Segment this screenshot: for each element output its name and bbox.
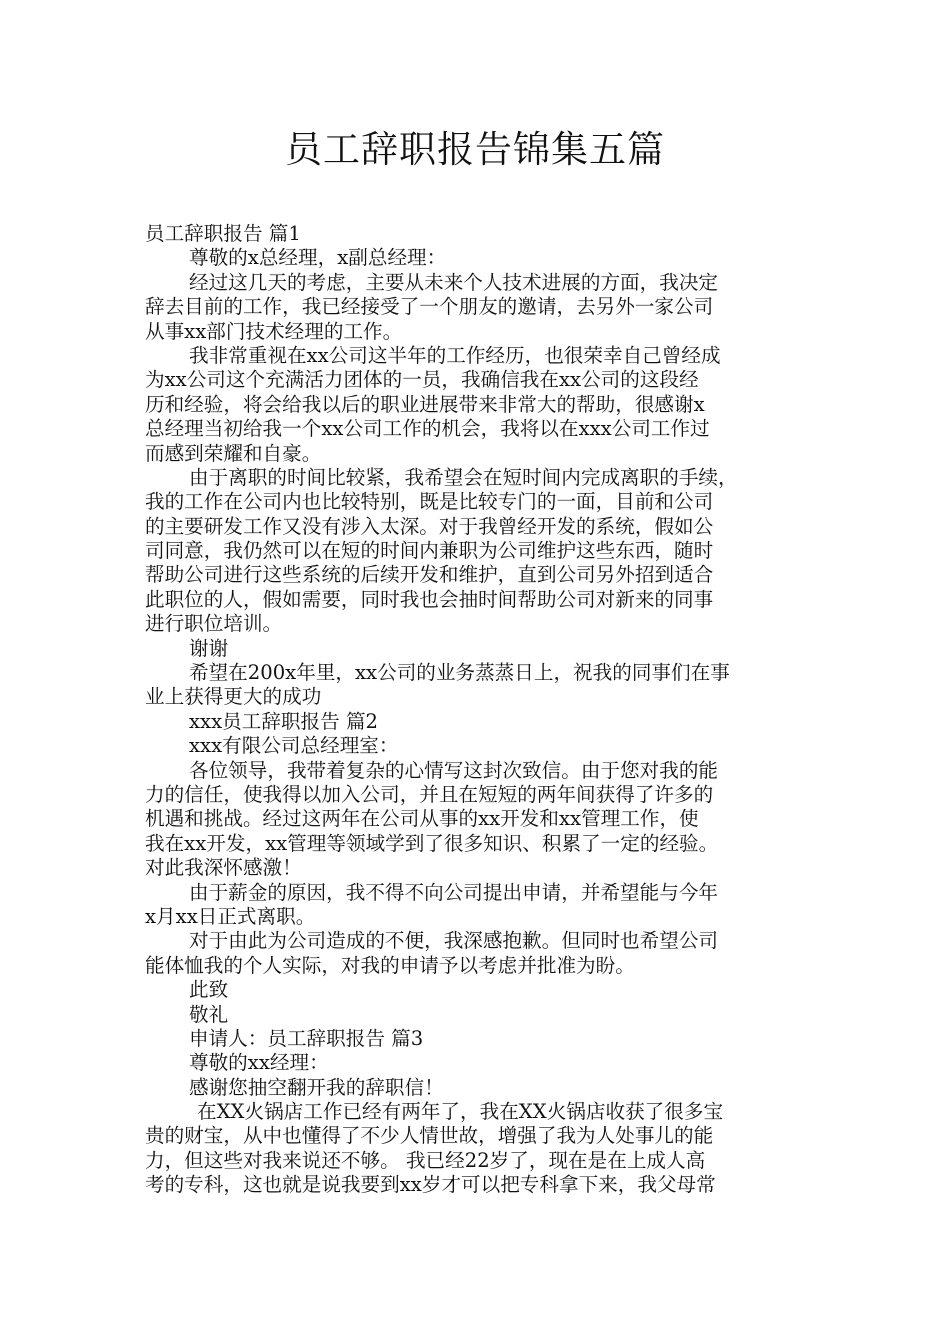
text-line: 各位领导，我带着复杂的心情写这封次致信。由于您对我的能 (189, 758, 719, 782)
text-line: 由于薪金的原因，我不得不向公司提出申请，并希望能与今年 (189, 880, 719, 904)
text-line: 历和经验，将会给我以后的职业进展带来非常大的帮助，很感谢x (145, 392, 705, 416)
text-line: 我的工作在公司内也比较特别，既是比较专门的一面，目前和公司 (145, 490, 714, 514)
text-line: 敬礼 (189, 1002, 229, 1026)
text-line: 能体恤我的个人实际，对我的申请予以考虑并批准为盼。 (145, 953, 635, 977)
text-line: 的主要研发工作又没有涉入太深。对于我曾经开发的系统，假如公 (145, 514, 714, 538)
text-line: 机遇和挑战。经过这两年在公司从事的xx开发和xx管理工作，使 (145, 807, 699, 831)
text-line: 贵的财宝，从中也懂得了不少人情世故，增强了我为人处事儿的能 (145, 1124, 714, 1148)
text-line: 力的信任，使我得以加入公司，并且在短短的两年间获得了许多的 (145, 782, 714, 806)
text-line: 尊敬的x总经理，x副总经理： (189, 246, 447, 270)
text-line: 而感到荣耀和自豪。 (145, 441, 322, 465)
text-line: 感谢您抽空翻开我的辞职信！ (189, 1075, 444, 1099)
text-line: 申请人：员工辞职报告 篇3 (189, 1026, 424, 1050)
text-line: 对此我深怀感激！ (145, 856, 302, 880)
text-line: 帮助公司进行这些系统的后续开发和维护，直到公司另外招到适合 (145, 563, 714, 587)
text-line: 此职位的人，假如需要，同时我也会抽时间帮助公司对新来的同事 (145, 587, 714, 611)
text-line: 在XX火锅店工作已经有两年了，我在XX火锅店收获了很多宝 (197, 1100, 724, 1124)
text-line: 为xx公司这个充满活力团体的一员，我确信我在xx公司的这段经 (145, 368, 699, 392)
text-line: 司同意，我仍然可以在短的时间内兼职为公司维护这些东西，随时 (145, 539, 714, 563)
text-line: 业上获得更大的成功 (145, 685, 322, 709)
text-line: 总经理当初给我一个xx公司工作的机会，我将以在xxx公司工作过 (145, 417, 710, 441)
text-line: 谢谢 (189, 636, 229, 660)
text-line: 经过这几天的考虑，主要从未来个人技术进展的方面，我决定 (189, 270, 719, 294)
text-line: x月xx日正式离职。 (145, 904, 316, 928)
text-line: 对于由此为公司造成的不便，我深感抱歉。但同时也希望公司 (189, 929, 719, 953)
text-line: 此致 (189, 978, 229, 1002)
text-line: 希望在200x年里，xx公司的业务蒸蒸日上，祝我的同事们在事 (189, 661, 730, 685)
text-line: 力，但这些对我来说还不够。 我已经22岁了，现在是在上成人高 (145, 1148, 706, 1172)
text-line: xxx员工辞职报告 篇2 (189, 709, 379, 733)
document-body (145, 222, 815, 1198)
text-line: 员工辞职报告 篇1 (145, 222, 301, 245)
text-line: 从事xx部门技术经理的工作。 (145, 319, 403, 343)
document-title: 员工辞职报告锦集五篇 (285, 128, 665, 171)
text-line: 考的专科，这也就是说我要到xx岁才可以把专科拿下来，我父母常 (145, 1173, 716, 1197)
text-line: xxx有限公司总经理室： (189, 734, 399, 758)
text-line: 进行职位培训。 (145, 612, 283, 636)
text-line: 我在xx开发，xx管理等领域学到了很多知识、积累了一定的经验。 (145, 831, 719, 855)
text-line: 辞去目前的工作，我已经接受了一个朋友的邀请，去另外一家公司 (145, 295, 714, 319)
text-line: 我非常重视在xx公司这半年的工作经历，也很荣幸自己曾经成 (189, 343, 721, 367)
text-line: 尊敬的xx经理： (189, 1051, 329, 1075)
text-line: 由于离职的时间比较紧，我希望会在短时间内完成离职的手续， (189, 465, 738, 489)
